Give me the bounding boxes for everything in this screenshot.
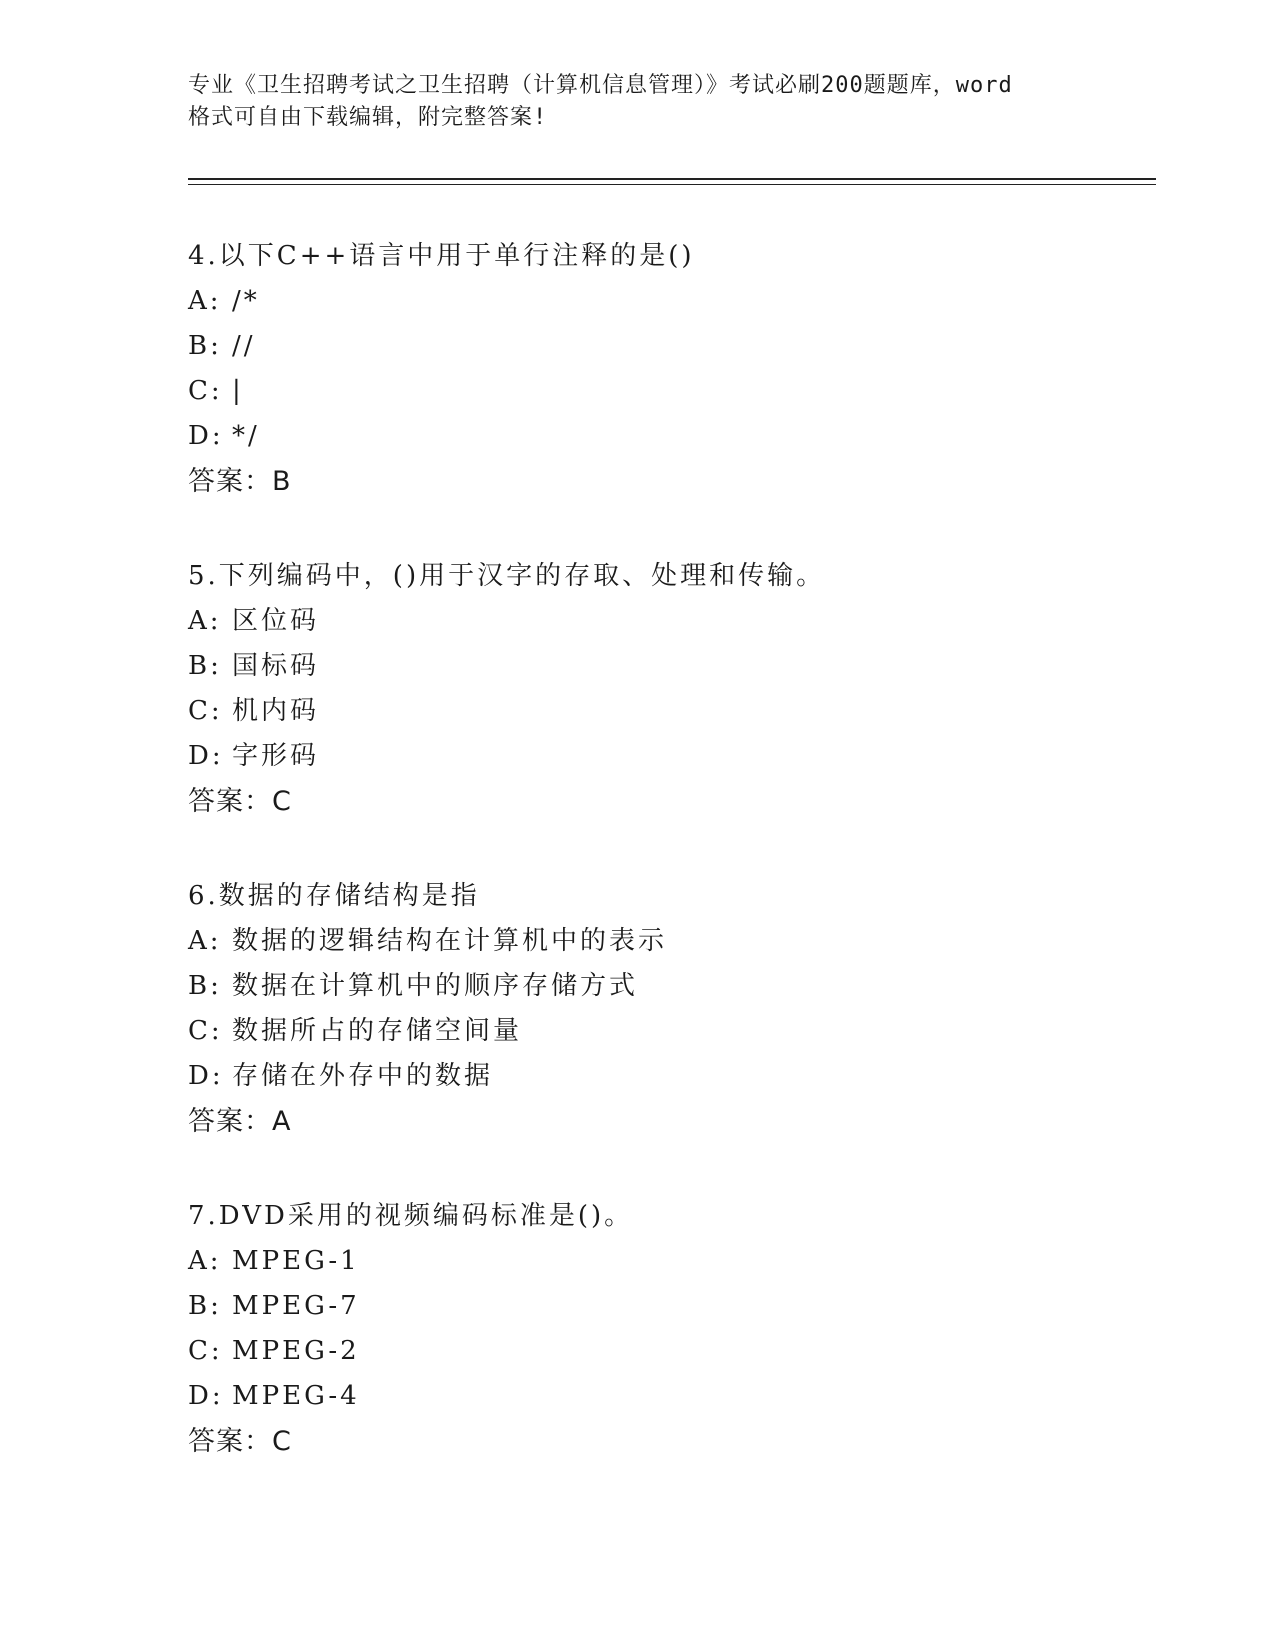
- answer-line: 答案：B: [188, 466, 292, 497]
- option-text: MPEG-7: [232, 1291, 360, 1321]
- header-divider: [188, 178, 1156, 185]
- option-c: [188, 689, 1158, 734]
- option-key: D:: [188, 421, 224, 451]
- question-block: [188, 553, 1158, 825]
- option-c: [188, 1009, 1158, 1054]
- option-b: [188, 964, 1158, 1009]
- option-c: [188, 369, 1158, 414]
- option-text: 字形码: [232, 741, 320, 771]
- option-key: B:: [188, 651, 222, 681]
- option-key: B:: [188, 971, 222, 1001]
- option-key: B:: [188, 1291, 222, 1321]
- option-key: B:: [188, 331, 222, 361]
- option-d: [188, 1374, 1158, 1419]
- option-d: [188, 1054, 1158, 1099]
- option-text: MPEG-1: [232, 1246, 360, 1276]
- option-key: A:: [188, 1246, 222, 1276]
- option-a: [188, 919, 1158, 964]
- option-text: 机内码: [232, 696, 320, 726]
- answer-line: 答案：A: [188, 1106, 292, 1137]
- option-key: C:: [188, 1336, 223, 1366]
- option-text: 存储在外存中的数据: [232, 1061, 494, 1091]
- option-key: D:: [188, 1061, 224, 1091]
- option-key: A:: [188, 286, 222, 316]
- option-key: D:: [188, 741, 224, 771]
- document-page: [188, 70, 1158, 1465]
- option-text: //: [232, 331, 256, 361]
- question-stem: 5.下列编码中，()用于汉字的存取、处理和传输。: [188, 561, 826, 591]
- option-d: [188, 414, 1158, 459]
- document-header-line-1: 专业《卫生招聘考试之卫生招聘（计算机信息管理）》考试必刷200题题库，word: [188, 73, 1013, 98]
- option-key: C:: [188, 696, 223, 726]
- question-stem: 6.数据的存储结构是指: [188, 881, 480, 911]
- option-key: D:: [188, 1381, 224, 1411]
- option-b: [188, 1284, 1158, 1329]
- option-d: [188, 734, 1158, 779]
- option-key: C:: [188, 376, 223, 406]
- option-text: 区位码: [232, 606, 320, 636]
- question-block: [188, 1193, 1158, 1465]
- option-key: A:: [188, 606, 222, 636]
- option-text: */: [232, 421, 260, 451]
- option-text: 数据所占的存储空间量: [232, 1016, 523, 1046]
- option-text: 数据的逻辑结构在计算机中的表示: [232, 926, 668, 956]
- answer-line: 答案：C: [188, 1426, 292, 1457]
- option-key: A:: [188, 926, 222, 956]
- document-header-line-2: 格式可自由下载编辑，附完整答案!: [188, 105, 548, 130]
- question-block: [188, 233, 1158, 505]
- option-a: [188, 1239, 1158, 1284]
- question-block: [188, 873, 1158, 1145]
- option-text: MPEG-4: [232, 1381, 360, 1411]
- option-text: MPEG-2: [232, 1336, 360, 1366]
- question-stem: 4.以下C++语言中用于单行注释的是(): [188, 241, 695, 271]
- option-key: C:: [188, 1016, 223, 1046]
- option-text: /*: [232, 286, 260, 316]
- option-b: [188, 324, 1158, 369]
- option-text: 数据在计算机中的顺序存储方式: [232, 971, 639, 1001]
- option-a: [188, 599, 1158, 644]
- option-text: 国标码: [232, 651, 320, 681]
- question-stem: 7.DVD采用的视频编码标准是()。: [188, 1201, 634, 1231]
- option-text: |: [232, 376, 244, 406]
- option-b: [188, 644, 1158, 689]
- option-c: [188, 1329, 1158, 1374]
- option-a: [188, 279, 1158, 324]
- answer-line: 答案：C: [188, 786, 292, 817]
